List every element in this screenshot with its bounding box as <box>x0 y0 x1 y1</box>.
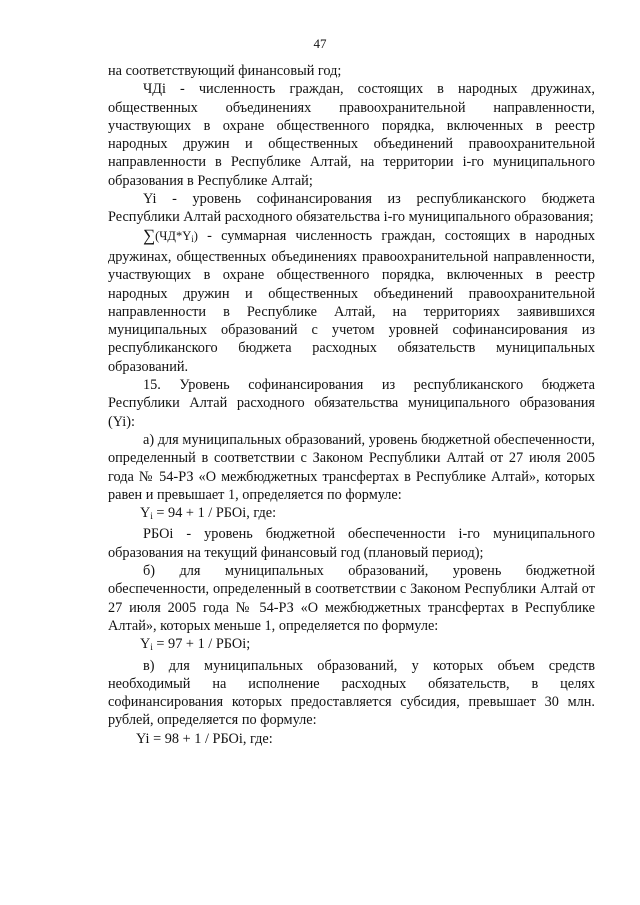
formula-97-rest: = 97 + 1 / РБОi; <box>152 636 251 653</box>
page-number: 47 <box>313 36 327 51</box>
formula-97 <box>108 635 595 656</box>
paragraph-section-15: 15. Уровень софинансирования из республиканского бюджета Республики Алтай расходного обязательства муниципального образования (Yi): <box>108 377 595 430</box>
formula-94-rest: = 94 + 1 / РБОi, где: <box>152 505 277 522</box>
paragraph-sum-definition <box>108 227 595 376</box>
document-body <box>108 62 595 748</box>
formula-98: Yi = 98 + 1 / РБОi, где: <box>136 730 273 747</box>
formula-94 <box>108 504 595 525</box>
paragraph-rboi-definition: РБОi - уровень бюджетной обеспеченности i-го муниципального образования на текущий финансовый год (плановый период); <box>108 526 595 561</box>
sum-formula-expression <box>155 229 198 243</box>
sum-formula-close: ) <box>193 228 198 243</box>
paragraph-item-a: а) для муниципальных образований, уровень бюджетной обеспеченности, определенный в соответствии с Законом Республики Алтай от 27 июля 2005 года № 54-РЗ «О межбюджетных трансфертах в Республике Алтай», которых равен и превышает 1, определяется по формуле: <box>108 431 595 503</box>
paragraph-chd-definition: ЧДi - численность граждан, состоящих в народных дружинах, общественных объединениях правоохранительной направленности, участвующих в охране общественного порядка, включенных в реестр народных дружин и общественных объединений правоохранительной направленности в Республике Алтай, на территории i-го муниципального образования в Республике Алтай; <box>108 81 595 189</box>
paragraph-item-b: б) для муниципальных образований, уровень бюджетной обеспеченности, определенный в соответствии с Законом Республики Алтай от 27 июля 2005 года № 54-РЗ «О межбюджетных трансфертах в Республике Алтай», которых меньше 1, определяется по формуле: <box>108 563 595 634</box>
formula-97-y: Y <box>140 636 151 653</box>
paragraph-yi-definition: Yi - уровень софинансирования из республиканского бюджета Республики Алтай расходного обязательства i-го муниципального образования; <box>108 191 595 226</box>
sum-formula-subscript: i <box>191 233 194 244</box>
sum-definition-text: - суммарная численность граждан, состоящих в народных дружинах, общественных объединениях правоохранительной направленности, участвующих в охране общественного порядка, включенных в реестр народных дружин и общественных объединений правоохранительной направленности в Республике Алтай, на территориях заявившихся муниципальных образований с учетом уровней софинансирования из республиканского бюджета расходных обязательств муниципальных образований. <box>108 227 595 375</box>
paragraph-continuation: на соответствующий финансовый год; <box>108 63 342 79</box>
formula-94-y: Y <box>140 505 151 522</box>
formula-97-subscript: i <box>150 642 153 653</box>
paragraph-item-v: в) для муниципальных образований, у которых объем средств необходимый на исполнение расходных обязательств, в целях софинансирования которых предоставляется субсидия, превышает 30 млн. рублей, определяется по формуле: <box>108 657 595 729</box>
formula-94-subscript: i <box>150 511 153 522</box>
sum-formula-open: (ЧД*Y <box>155 228 192 243</box>
sigma-symbol: ∑ <box>143 225 156 245</box>
